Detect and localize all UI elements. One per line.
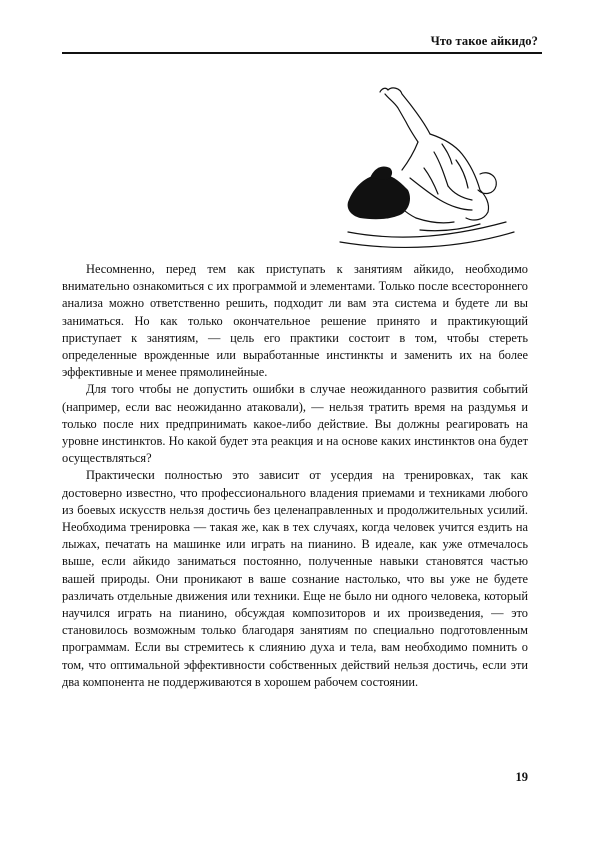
paragraph: Для того чтобы не допустить ошибки в случае неожиданного развития событий (например, если вас неожиданно атаковали), — нельзя тратить время на раздумья и только после них предпринимать какое-либо действие. Вы должны реагировать на уровне инстинктов. Но какой будет эта реакция и на основе каких инстинктов она будет осуществляться? (62, 382, 528, 466)
page-number: 19 (515, 770, 528, 784)
paragraph: Несомненно, перед тем как приступать к занятиям айкидо, необходимо внимательно ознакомиться с их программой и элементами. Только после всестороннего анализа можно ответственно решить, подходит ли вам эта система и будете ли вы заниматься. Но как только окончательное решение принято и практикующий приступает к занятиям, — цель его практики состоит в том, чтобы стереть определенные врожденные или выработанные инстинкты и заменить их на более эффективные и менее прямолинейные. (62, 262, 528, 380)
header-rule (62, 52, 542, 54)
paragraph: Практически полностью это зависит от усердия на тренировках, так как достоверно известно, что профессионального владения приемами и техниками любого из боевых искусств нельзя достичь без целенаправленных и продолжительных усилий. Необходима тренировка — такая же, как в тех случаях, когда человек учится ездить на лыжах, печатать на машинке или играть на пианино. В идеале, как уже отмечалось выше, если айкидо заниматься постоянно, полученные навыки становятся частью вашей природы. Они проникают в ваше сознание настолько, что вы уже не будете различать отдельные движения или техники. Еще не было ни одного человека, который научился играть на пианино, обсуждая композиторов и их произведения, — это становилось возможным только благодаря занятиям по специально подготовленным программам. Если вы стремитесь к слиянию духа и тела, вам необходимо помнить о том, что оптимальной эффективности собственных действий нельзя достичь, если эти два компонента не поддерживаются в хорошем рабочем состоянии. (62, 468, 528, 689)
body-text (62, 261, 528, 691)
aikido-throw-illustration (330, 82, 518, 252)
running-title: Что такое айкидо? (430, 34, 538, 48)
